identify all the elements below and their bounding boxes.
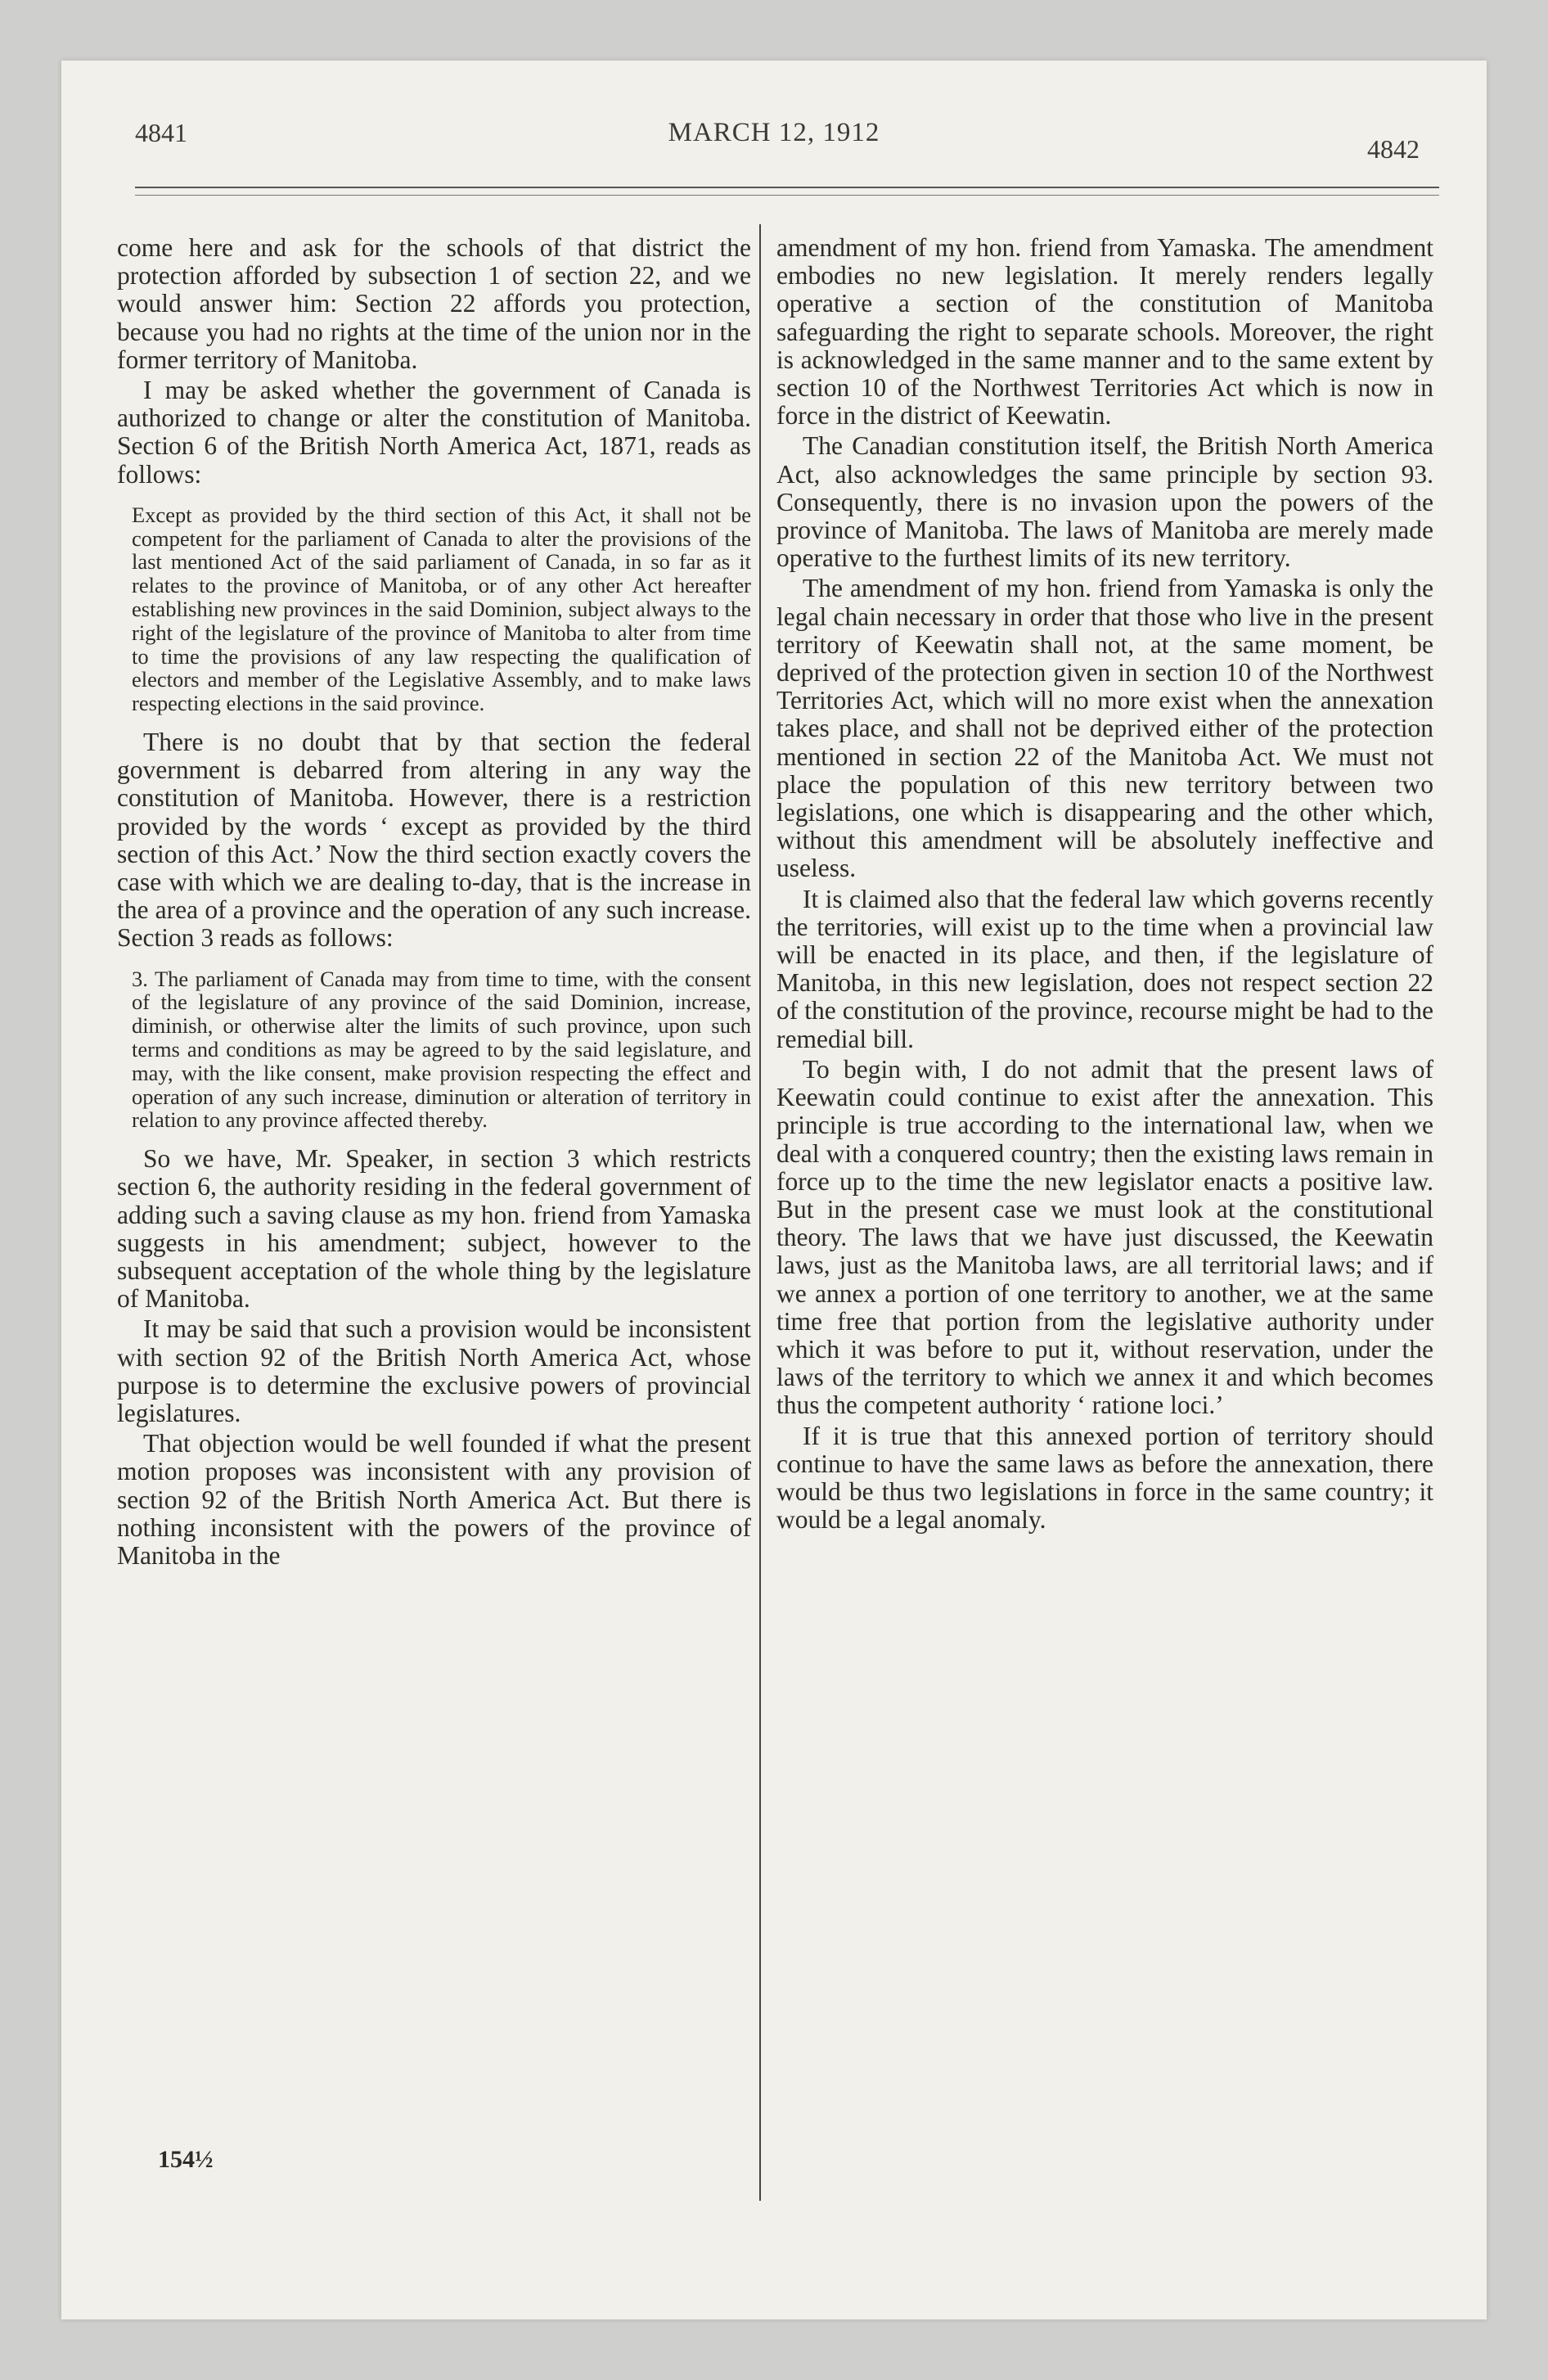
paragraph: I may be asked whether the government of Canada is authorized to change or alter the constitution of Manitoba. Section 6 of the British North America Act, 1871, reads as follows: [117, 376, 751, 489]
paragraph: It may be said that such a provision would be inconsistent with section 92 of the British North America Act, whose purpose is to determine the exclusive powers of provincial legislatures. [117, 1314, 751, 1428]
hansard-page [61, 61, 1487, 2319]
paragraph: That objection would be well founded if what the present motion proposes was inconsistent with any provision of section 92 of the British North America Act. But there is nothing inconsistent with the powers of the province of Manitoba in the [117, 1429, 751, 1571]
column-divider [759, 224, 761, 2201]
block-quote: 3. The parliament of Canada may from time to time, with the consent of the legislature of any province of the said Dominion, increase, diminish, or otherwise alter the limits of such province, upon such terms and conditions as may be agreed to by the said legislature, and may, with the like consent, make provision respecting the effect and operation of any such increase, diminution or alteration of territory in relation to any province affected thereby. [132, 966, 751, 1133]
right-column [776, 234, 1433, 1536]
paragraph: amendment of my hon. friend from Yamaska. The amendment embodies no new legislation. It merely renders legally operative a section of the constitution of Manitoba safeguarding the right to separate schools. Moreover, the right is acknowledged in the same manner and to the same extent by section 10 of the Northwest Territories Act which is now in force in the district of Keewatin. [776, 233, 1433, 430]
paragraph: come here and ask for the schools of that district the protection afforded by subsection 1 of section 22, and we would answer him: Section 22 affords you protection, because you had no rights at the time of the union nor in the former territory of Manitoba. [117, 233, 751, 374]
signature-mark: 154½ [158, 2146, 214, 2173]
paragraph: The Canadian constitution itself, the British North America Act, also acknowledges the same principle by section 93. Consequently, there is no invasion upon the powers of the province of Manitoba. The laws of Manitoba are merely made operative to the furthest limits of its new territory. [776, 431, 1433, 573]
paragraph: If it is true that this annexed portion of territory should continue to have the same laws as before the annexation, there would be thus two legislations in force in the same country; it would be a legal anomaly. [776, 1421, 1433, 1535]
header-rule-thin [135, 195, 1439, 196]
header-rule [135, 187, 1439, 188]
paragraph: It is claimed also that the federal law which governs recently the territories, will exist up to the time when a provincial law will be enacted in its place, and then, if the legislature of Manitoba, in this new legislation, does not respect section 22 of the constitution of the province, recourse might be had to the remedial bill. [776, 884, 1433, 1053]
block-quote: Except as provided by the third section of this Act, it shall not be competent for the parliament of Canada to alter the provisions of the last mentioned Act of the said parliament of Canada, in so far as it relates to the province of Manitoba, or of any other Act hereafter establishing new provinces in the said Dominion, subject always to the right of the legislature of the province of Manitoba to alter from time to time the provisions of any law respecting the qualification of electors and member of the Legislative Assembly, and to make laws respecting elections in the said province. [132, 502, 751, 716]
paragraph: To begin with, I do not admit that the present laws of Keewatin could continue to exist after the annexation. This principle is true according to the international law, when we deal with a conquered country; then the existing laws remain in force up to the time the new legislator enacts a positive law. But in the present case we must look at the constitutional theory. The laws that we have just discussed, the Keewatin laws, just as the Manitoba laws, are all territorial laws; and if we annex a portion of one territory to another, we at the same time free that portion from the legislative authority under which it was before to put it, without reservation, under the laws of the territory to which we annex it and which becomes thus the competent authority ‘ ratione loci.’ [776, 1054, 1433, 1420]
paragraph: There is no doubt that by that section the federal government is debarred from altering in any way the constitution of Manitoba. However, there is a restriction provided by the words ‘ except as provided by the third section of this Act.’ Now the third section exactly covers the case with which we are dealing to-day, that is the increase in the area of a province and the operation of any such increase. Section 3 reads as follows: [117, 728, 751, 953]
left-column [117, 234, 751, 1572]
paragraph: So we have, Mr. Speaker, in section 3 which restricts section 6, the authority residing in the federal government of adding such a saving clause as my hon. friend from Yamaska suggests in his amendment; subject, however to the subsequent acceptation of the whole thing by the legislature of Manitoba. [117, 1144, 751, 1314]
page-date-header: MARCH 12, 1912 [668, 118, 880, 147]
paragraph: The amendment of my hon. friend from Yamaska is only the legal chain necessary in order that those who live in the present territory of Keewatin shall not, at the same moment, be deprived of the protection given in section 10 of the Northwest Territories Act, which will no more exist when the annexation takes place, and shall not be deprived either of the protection mentioned in section 22 of the Manitoba Act. We must not place the population of this new territory between two legislations, one which is disappearing and the other which, without this amendment will be absolutely ineffective and useless. [776, 574, 1433, 883]
left-page-number: 4841 [135, 118, 187, 147]
right-page-number: 4842 [1367, 134, 1420, 164]
